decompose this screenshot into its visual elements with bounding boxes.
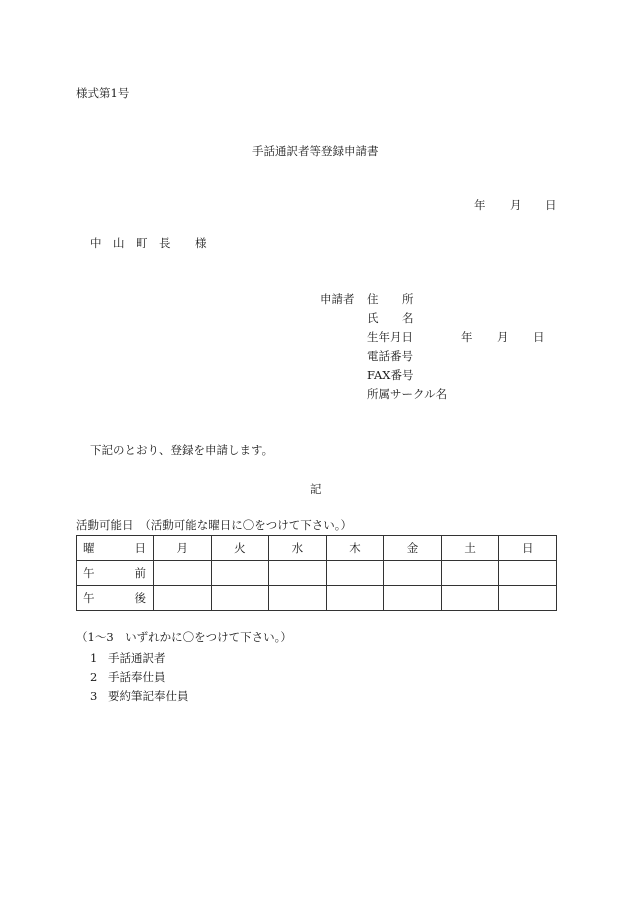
row-label-char: 前 <box>134 566 146 580</box>
day-header: 水 <box>269 536 327 561</box>
table-cell[interactable] <box>211 586 269 611</box>
birth-month: 月 <box>497 330 509 344</box>
table-cell[interactable] <box>441 586 499 611</box>
addressee-honorific: 様 <box>195 236 207 250</box>
availability-table <box>76 535 557 611</box>
addressee-char: 中 <box>90 236 102 250</box>
row-label-char: 午 <box>83 566 95 580</box>
role-label: 要約筆記奉仕員 <box>108 689 189 703</box>
addressee-char: 山 <box>113 236 125 250</box>
circle-label: 所属サークル名 <box>367 387 448 401</box>
statement: 下記のとおり、登録を申請します。 <box>90 443 274 457</box>
table-cell[interactable] <box>441 561 499 586</box>
corner-cell <box>77 536 154 561</box>
table-cell[interactable] <box>384 586 442 611</box>
table-cell[interactable] <box>499 586 557 611</box>
day-header: 日 <box>499 536 557 561</box>
day-header: 木 <box>326 536 384 561</box>
role-number: 3 <box>90 689 98 703</box>
table-cell[interactable] <box>269 561 327 586</box>
row-label-cell <box>77 586 154 611</box>
day-header: 土 <box>441 536 499 561</box>
row-label-cell <box>77 561 154 586</box>
role-number: 2 <box>90 670 98 684</box>
roles-heading: （1〜3 いずれかに〇をつけて下さい。） <box>76 630 292 644</box>
page-title: 手話通訳者等登録申請書 <box>252 144 379 158</box>
addressee-char: 長 <box>159 236 171 250</box>
table-row <box>77 561 557 586</box>
table-cell[interactable] <box>211 561 269 586</box>
role-label: 手話奉仕員 <box>108 670 166 684</box>
name-label-char: 氏 <box>367 311 379 325</box>
row-label-char: 午 <box>83 591 95 605</box>
address-label-char: 所 <box>402 292 414 306</box>
table-cell[interactable] <box>326 561 384 586</box>
table-cell[interactable] <box>154 586 212 611</box>
birth-day: 日 <box>533 330 545 344</box>
date-day: 日 <box>545 198 557 212</box>
day-header: 火 <box>211 536 269 561</box>
table-cell[interactable] <box>154 561 212 586</box>
corner-char: 日 <box>134 541 146 555</box>
ki-heading: 記 <box>310 482 322 496</box>
availability-heading: 活動可能日 （活動可能な曜日に〇をつけて下さい。） <box>76 518 352 532</box>
corner-char: 曜 <box>83 541 95 555</box>
birth-year: 年 <box>461 330 473 344</box>
day-header: 月 <box>154 536 212 561</box>
table-row <box>77 586 557 611</box>
table-cell[interactable] <box>384 561 442 586</box>
role-label: 手話通訳者 <box>108 651 166 665</box>
table-cell[interactable] <box>269 586 327 611</box>
name-label-char: 名 <box>402 311 414 325</box>
row-label-char: 後 <box>134 591 146 605</box>
date-month: 月 <box>510 198 522 212</box>
address-label-char: 住 <box>367 292 379 306</box>
date-year: 年 <box>474 198 486 212</box>
day-header: 金 <box>384 536 442 561</box>
fax-label: FAX番号 <box>367 368 414 382</box>
form-number: 様式第1号 <box>76 86 130 100</box>
phone-label: 電話番号 <box>367 349 413 363</box>
addressee-char: 町 <box>136 236 148 250</box>
role-number: 1 <box>90 651 98 665</box>
table-cell[interactable] <box>326 586 384 611</box>
table-header-row <box>77 536 557 561</box>
birthdate-label: 生年月日 <box>367 330 413 344</box>
applicant-label: 申請者 <box>320 292 355 306</box>
table-cell[interactable] <box>499 561 557 586</box>
